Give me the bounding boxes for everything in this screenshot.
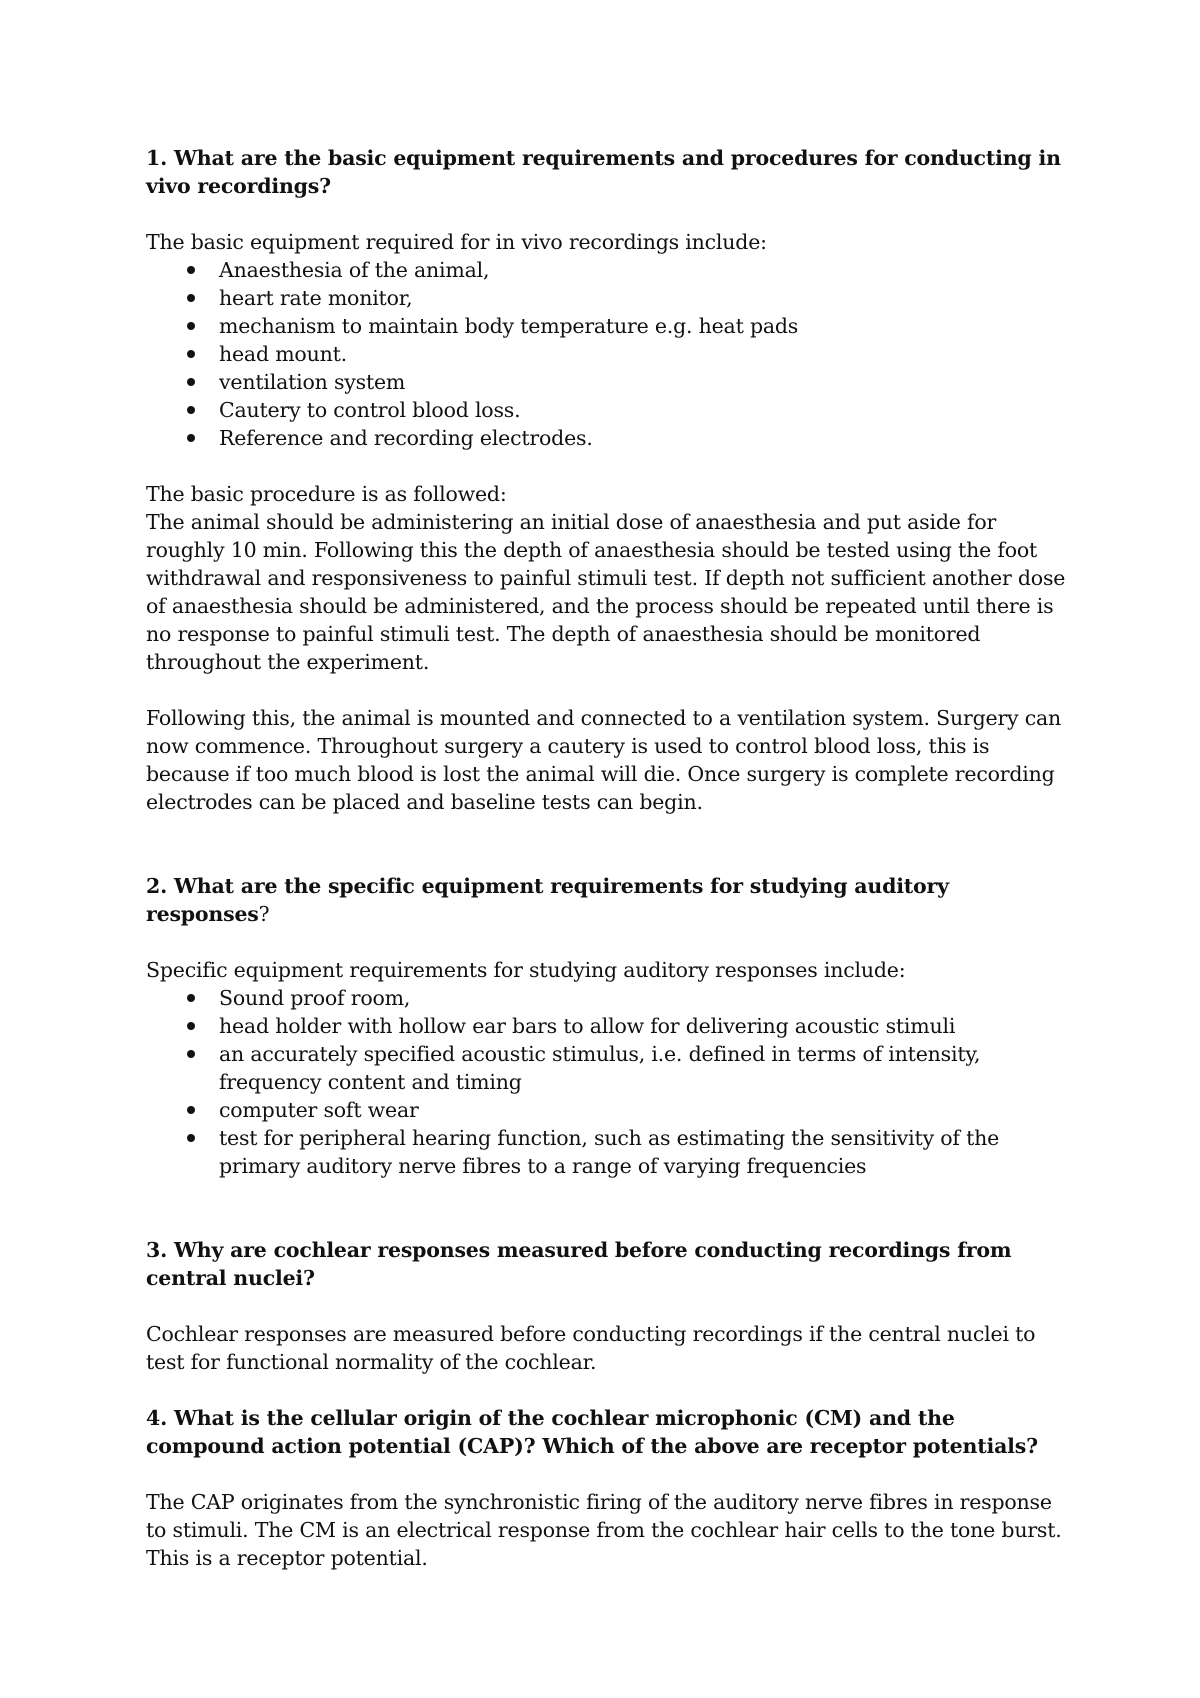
question-3-answer: Cochlear responses are measured before conducting recordings if the central nuclei to test for functional normality of the cochlear.	[146, 1322, 1036, 1374]
list-item-text: Sound proof room,	[219, 986, 411, 1010]
bullet-icon	[187, 406, 195, 414]
list-item	[146, 1040, 1066, 1096]
bullet-icon	[187, 266, 195, 274]
question-3-heading: 3. Why are cochlear responses measured before conducting recordings from central nuclei?	[146, 1238, 1012, 1290]
document-body	[146, 144, 1066, 1572]
question-1-heading: 1. What are the basic equipment requirements and procedures for conducting in vivo recordings?	[146, 146, 1061, 198]
list-item	[146, 1096, 1066, 1124]
bullet-icon	[187, 994, 195, 1002]
question-1-procedure-intro: The basic procedure is as followed:	[146, 482, 507, 506]
bullet-icon	[187, 1134, 195, 1142]
list-item	[146, 396, 1066, 424]
list-item-text: Reference and recording electrodes.	[219, 426, 593, 450]
bullet-icon	[187, 378, 195, 386]
list-item	[146, 368, 1066, 396]
list-item	[146, 1012, 1066, 1040]
spacer	[146, 452, 1066, 480]
spacer	[146, 1292, 1066, 1320]
spacer	[146, 816, 1066, 872]
bullet-icon	[187, 350, 195, 358]
spacer	[146, 676, 1066, 704]
bullet-icon	[187, 434, 195, 442]
list-item	[146, 284, 1066, 312]
list-item	[146, 256, 1066, 284]
bullet-icon	[187, 322, 195, 330]
list-item	[146, 424, 1066, 452]
list-item-text: Anaesthesia of the animal,	[219, 258, 490, 282]
question-4-heading: 4. What is the cellular origin of the cochlear microphonic (CM) and the compound action potential (CAP)? Which of the above are receptor potentials?	[146, 1406, 1038, 1458]
question-1-procedure-paragraph-2: Following this, the animal is mounted and connected to a ventilation system. Surgery can now commence. Throughout surgery a cautery is used to control blood loss, this is because if too much blood is lost the animal will die. Once surgery is complete recording electrodes can be placed and baseline tests can begin.	[146, 706, 1062, 814]
list-item-text: Cautery to control blood loss.	[219, 398, 521, 422]
bullet-icon	[187, 1106, 195, 1114]
bullet-icon	[187, 1022, 195, 1030]
bullet-icon	[187, 294, 195, 302]
spacer	[146, 928, 1066, 956]
question-1-procedure-paragraph-1: The animal should be administering an initial dose of anaesthesia and put aside for roughly 10 min. Following this the depth of anaesthesia should be tested using the foot withdrawal and responsiveness to painful stimuli test. If depth not sufficient another dose of anaesthesia should be administered, and the process should be repeated until there is no response to painful stimuli test. The depth of anaesthesia should be monitored throughout the experiment.	[146, 510, 1066, 674]
list-item-text: ventilation system	[219, 370, 406, 394]
spacer	[146, 200, 1066, 228]
spacer	[146, 1376, 1066, 1404]
question-1-intro: The basic equipment required for in vivo recordings include:	[146, 230, 767, 254]
question-2-equipment-list	[146, 984, 1066, 1180]
spacer	[146, 1460, 1066, 1488]
list-item	[146, 984, 1066, 1012]
spacer	[146, 1180, 1066, 1236]
question-2-intro: Specific equipment requirements for studying auditory responses include:	[146, 958, 906, 982]
question-2-heading-suffix: ?	[258, 902, 270, 926]
list-item-text: heart rate monitor,	[219, 286, 413, 310]
list-item	[146, 1124, 1066, 1180]
question-2-heading	[146, 872, 1066, 928]
list-item-text: computer soft wear	[219, 1098, 419, 1122]
list-item-text: mechanism to maintain body temperature e.g. heat pads	[219, 314, 799, 338]
list-item-text: an accurately specified acoustic stimulus, i.e. defined in terms of intensity, frequency content and timing	[219, 1042, 981, 1094]
list-item	[146, 312, 1066, 340]
list-item	[146, 340, 1066, 368]
list-item-text: head mount.	[219, 342, 347, 366]
list-item-text: head holder with hollow ear bars to allow for delivering acoustic stimuli	[219, 1014, 956, 1038]
list-item-text: test for peripheral hearing function, such as estimating the sensitivity of the primary auditory nerve fibres to a range of varying frequencies	[219, 1126, 1000, 1178]
question-1-equipment-list	[146, 256, 1066, 452]
question-2-heading-text: 2. What are the specific equipment requirements for studying auditory responses	[146, 874, 949, 926]
bullet-icon	[187, 1050, 195, 1058]
question-4-answer: The CAP originates from the synchronistic firing of the auditory nerve fibres in response to stimuli. The CM is an electrical response from the cochlear hair cells to the tone burst. This is a receptor potential.	[146, 1490, 1062, 1570]
